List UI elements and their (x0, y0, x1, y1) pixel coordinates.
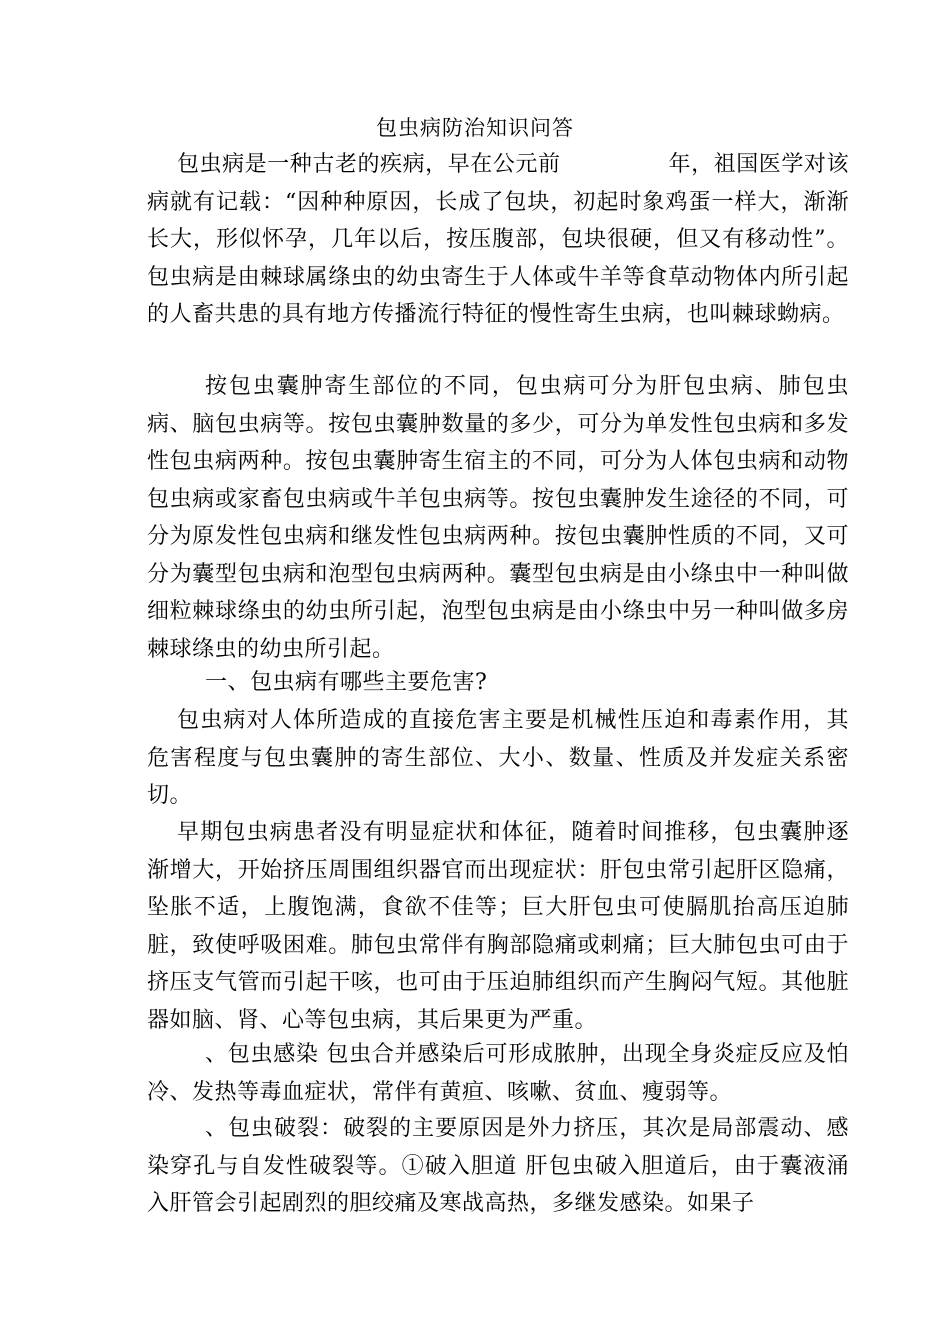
rupture-paragraph: 、包虫破裂：破裂的主要原因是外力挤压，其次是局部震动、感染穿孔与自发性破裂等。①破入胆道 肝包虫破入胆道后，由于囊液涌入肝管会引起剧烈的胆绞痛及寒战高热，多继发感染。如果子 (147, 1116, 849, 1216)
intro-paragraph (147, 146, 849, 334)
harm-early-paragraph: 早期包虫病患者没有明显症状和体征，随着时间推移，包虫囊肿逐渐增大，开始挤压周围组织器官而出现症状：肝包虫常引起肝区隐痛，坠胀不适，上腹饱满，食欲不佳等；巨大肝包虫可使膈肌抬高压迫肺脏，致使呼吸困难。肺包虫常伴有胸部隐痛或刺痛；巨大肺包虫可由于挤压支气管而引起干咳，也可由于压迫肺组织而产生胸闷气短。其他脏器如脑、肾、心等包虫病，其后果更为严重。 (147, 820, 849, 1033)
classification-paragraph: 按包虫囊肿寄生部位的不同，包虫病可分为肝包虫病、肺包虫病、脑包虫病等。按包虫囊肿数量的多少，可分为单发性包虫病和多发性包虫病两种。按包虫囊肿寄生宿主的不同，可分为人体包虫病和动物包虫病或家畜包虫病或牛羊包虫病等。按包虫囊肿发生途径的不同，可分为原发性包虫病和继发性包虫病两种。按包虫囊肿性质的不同，又可分为囊型包虫病和泡型包虫病两种。囊型包虫病是由小绦虫中一种叫做细粒棘球绦虫的幼虫所引起，泡型包虫病是由小绦虫中另一种叫做多房棘球绦虫的幼虫所引起。 (147, 374, 849, 662)
harm-general-paragraph: 包虫病对人体所造成的直接危害主要是机械性压迫和毒素作用，其危害程度与包虫囊肿的寄生部位、大小、数量、性质及并发症关系密切。 (147, 708, 849, 808)
section-heading-harms: 一、包虫病有哪些主要危害? (205, 670, 488, 695)
intro-text-rest: 年，祖国医学对该病就有记载：“因种种原因，长成了包块，初起时象鸡蛋一样大，渐渐长大，形似怀孕，几年以后，按压腹部，包块很硬，但又有移动性”。 包虫病是由棘球属绦虫的幼虫寄生于人体或牛羊等食草动物体内所引起的人畜共患的具有地方传播流行特征的慢性寄生虫病，也叫棘球蚴病。 (147, 152, 849, 327)
document-title: 包虫病防治知识问答 (376, 116, 574, 140)
intro-text-start: 包虫病是一种古老的疾病，早在公元前 (177, 152, 561, 177)
infection-paragraph: 、包虫感染 包虫合并感染后可形成脓肿，出现全身炎症反应及怕冷、发热等毒血症状，常伴有黄疸、咳嗽、贫血、瘦弱等。 (147, 1042, 849, 1105)
